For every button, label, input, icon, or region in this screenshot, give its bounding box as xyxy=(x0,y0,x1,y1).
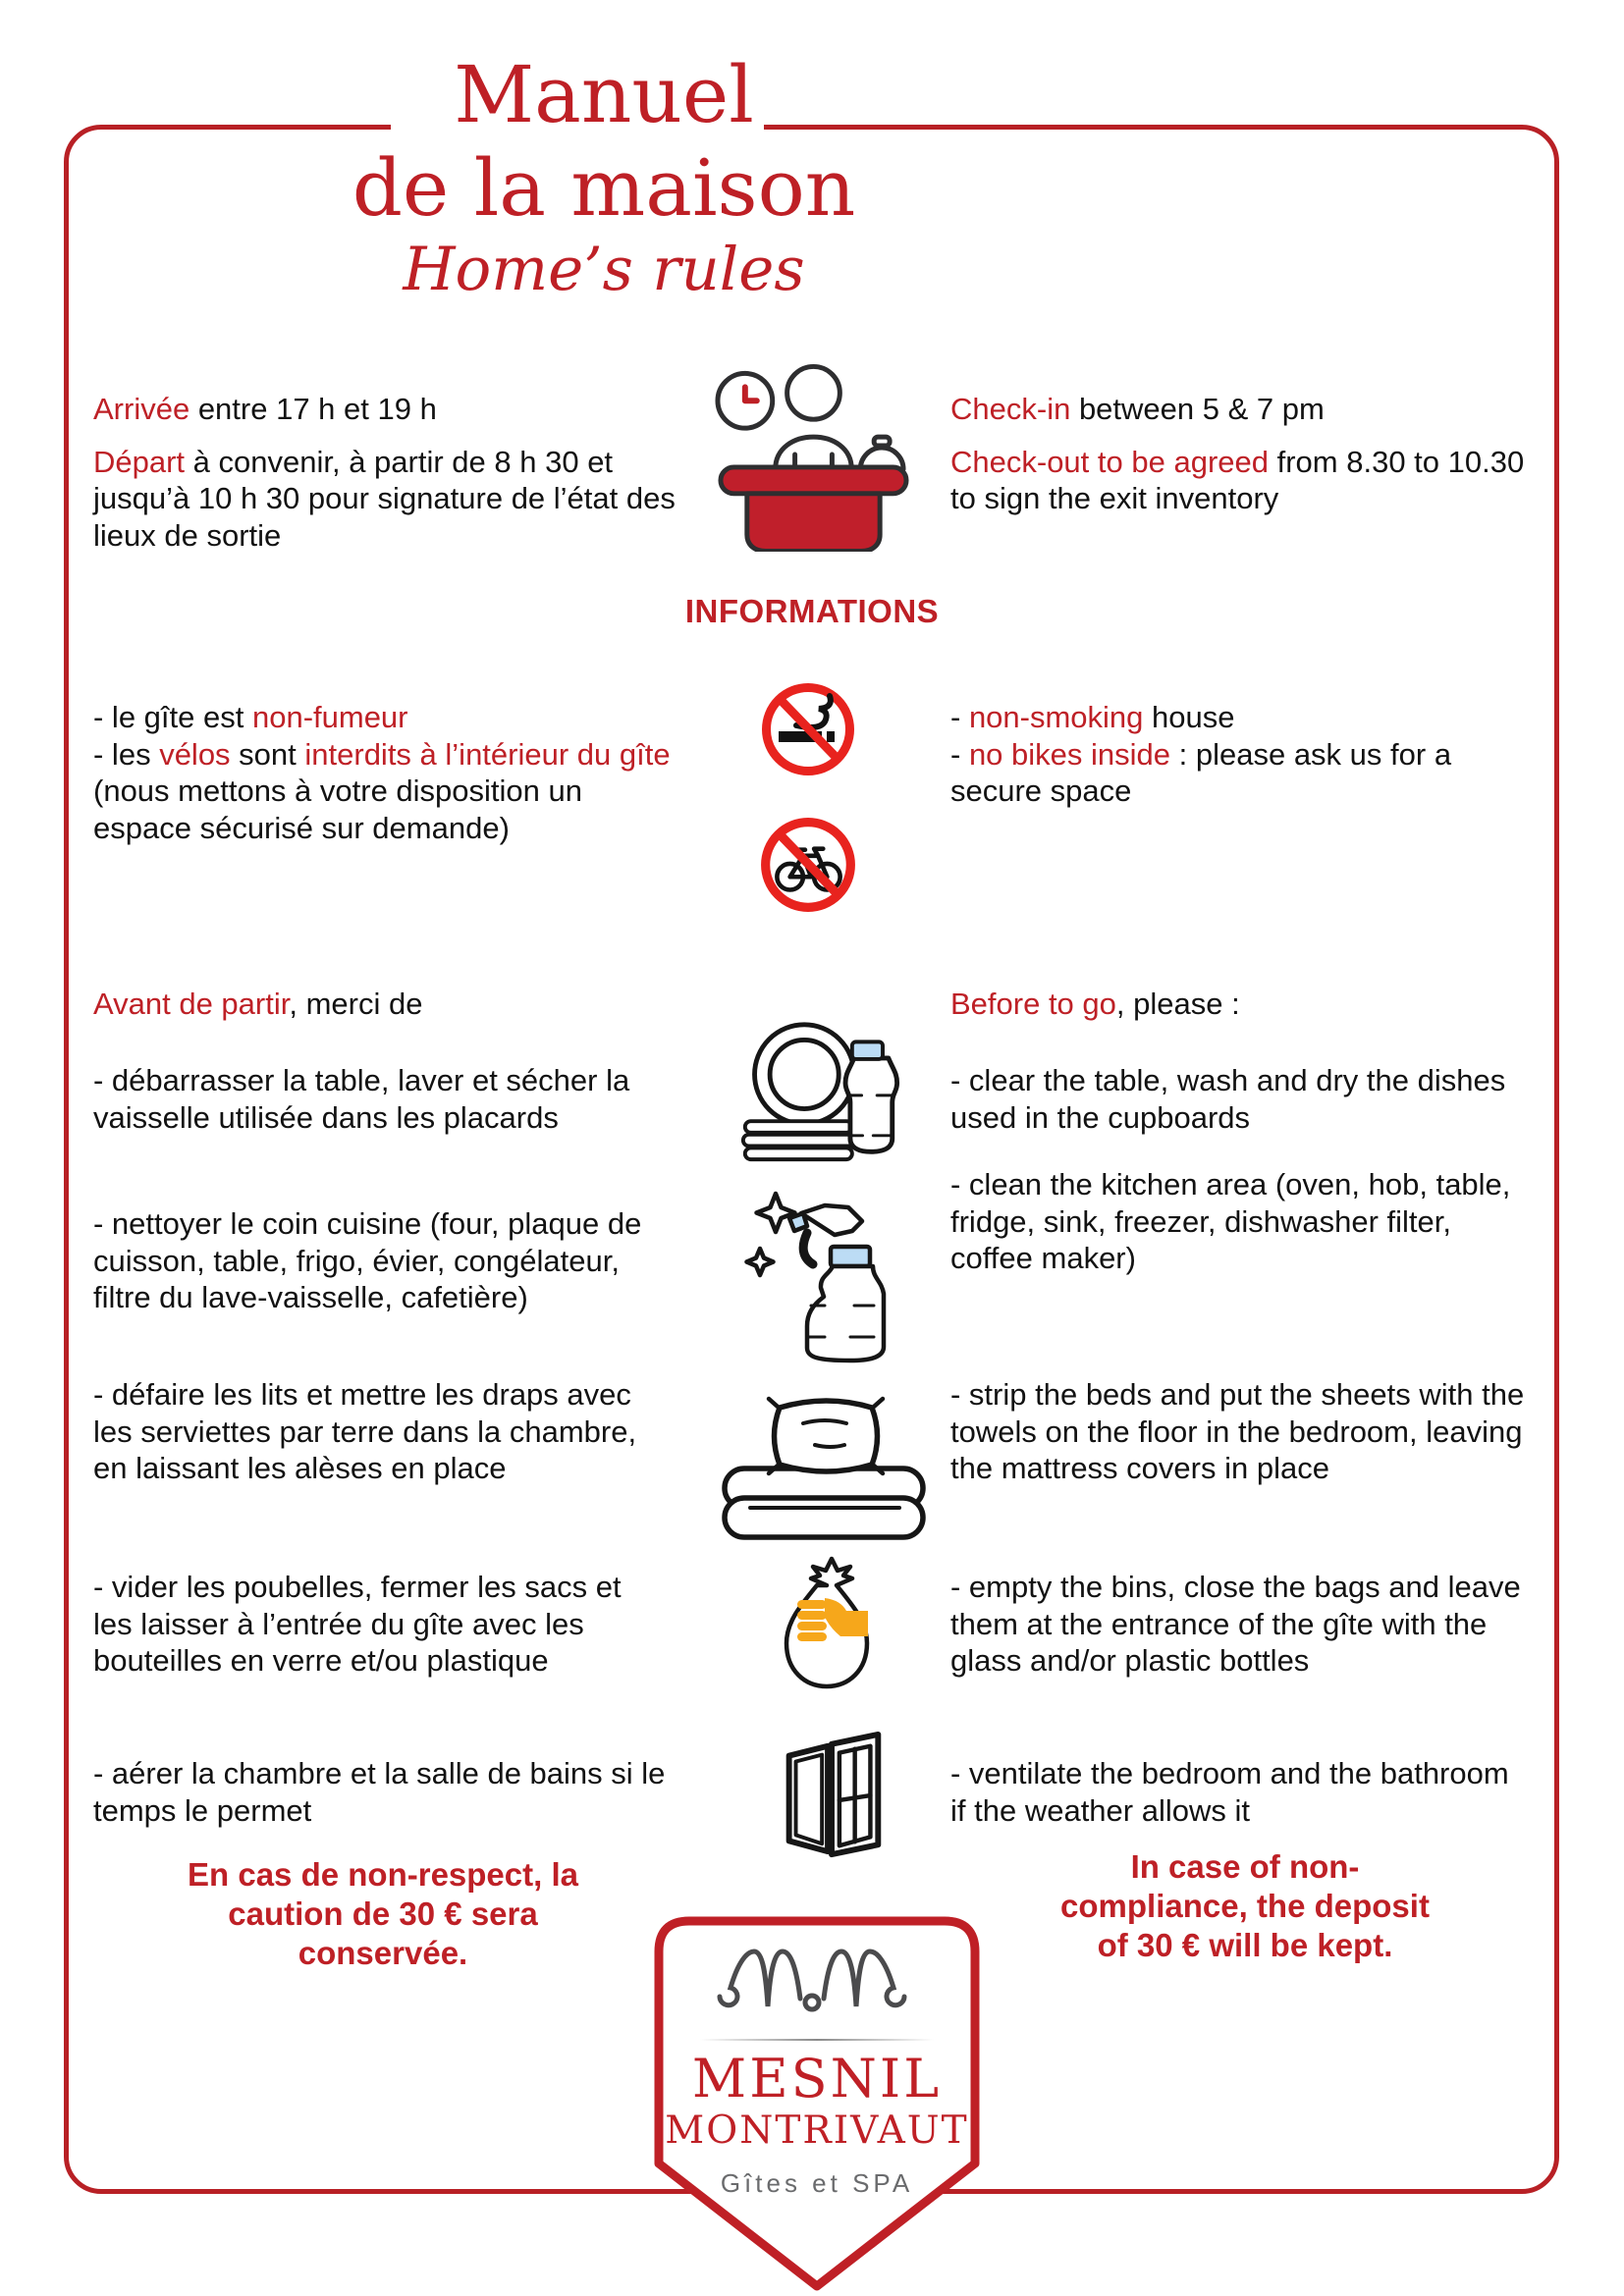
rule-text: : please ask us for a secure space xyxy=(950,736,1452,808)
rule-highlight: no bikes inside xyxy=(968,736,1171,772)
title-line-3-english: Home’s rules xyxy=(403,235,805,304)
checkin-label: Check-in xyxy=(950,392,1071,426)
before-text: , merci de xyxy=(289,987,423,1021)
task-text: - aérer la chambre et la salle de bains si le temps le permet xyxy=(93,1756,666,1828)
checkout-line xyxy=(950,444,1540,517)
task-text: - ventilate the bedroom and the bathroom if the weather allows it xyxy=(950,1756,1509,1828)
before-heading-french xyxy=(93,986,682,1023)
rule-highlight: interdits à l’intérieur du gîte xyxy=(304,736,671,772)
task-kitchen-french xyxy=(93,1205,668,1316)
task-dishes-french xyxy=(93,1062,668,1136)
task-text: - empty the bins, close the bags and leave them at the entrance of the gîte with the glass and/or plastic bottles xyxy=(950,1570,1521,1678)
title-line-1: Manuel xyxy=(454,49,754,140)
bedding-icon xyxy=(719,1392,930,1551)
logo-monogram-icon xyxy=(704,1938,930,2028)
spray-bottle-icon xyxy=(744,1186,892,1364)
rule-text: sont xyxy=(230,736,305,772)
rule-highlight: non-smoking xyxy=(968,700,1144,734)
task-text: - vider les poubelles, fermer les sacs et les laisser à l’entrée du gîte avec les bouteilles en verre et/ou plastique xyxy=(93,1570,622,1678)
rule-text: (nous mettons à votre disposition un espace sécurisé sur demande) xyxy=(93,774,582,845)
document-title xyxy=(309,47,898,306)
task-text: - strip the beds and put the sheets with the towels on the floor in the bedroom, leaving the mattress covers in place xyxy=(950,1377,1525,1485)
rule-no-smoking-fr xyxy=(93,699,682,736)
rule-text: house xyxy=(1143,700,1235,734)
task-beds-english xyxy=(950,1376,1525,1487)
title-line-2: de la maison xyxy=(352,142,856,234)
informations-heading: INFORMATIONS xyxy=(684,593,940,629)
arrival-text: entre 17 h et 19 h xyxy=(189,392,437,426)
rule-highlight: non-fumeur xyxy=(251,700,408,734)
task-text: - clear the table, wash and dry the dishes used in the cupboards xyxy=(950,1063,1506,1135)
task-dishes-english xyxy=(950,1062,1525,1136)
badge-content xyxy=(650,1912,984,2199)
dishes-icon xyxy=(734,1019,923,1164)
departure-text: à convenir, à partir de 8 h 30 et jusqu’à 10 h 30 pour signature de l’état des lieux de sortie xyxy=(93,444,676,553)
rule-no-bikes-en xyxy=(950,736,1540,810)
task-bins-english xyxy=(950,1569,1525,1680)
badge-divider xyxy=(700,2039,934,2041)
task-kitchen-english xyxy=(950,1166,1525,1277)
task-ventilate-french xyxy=(93,1755,668,1829)
schedule-english xyxy=(950,391,1540,517)
arrival-label: Arrivée xyxy=(93,392,190,426)
rule-text: - le gîte est xyxy=(93,700,252,734)
deposit-warning-english: In case of non-compliance, the deposit of 30 € will be kept. xyxy=(1060,1848,1430,1963)
no-smoking-icon xyxy=(759,680,857,778)
task-text: - nettoyer le coin cuisine (four, plaque de cuisson, table, frigo, évier, congélateur, filtre du lave-vaisselle, cafetière) xyxy=(93,1206,642,1314)
schedule-french xyxy=(93,391,682,554)
brand-name-line1: MESNIL xyxy=(691,2048,943,2109)
task-bins-french xyxy=(93,1569,653,1680)
task-beds-french xyxy=(93,1376,668,1487)
window-icon xyxy=(764,1728,899,1865)
no-bicycle-icon xyxy=(758,815,858,915)
task-text: - défaire les lits et mettre les draps avec les serviettes par terre dans la chambre, en laissant les alèses en place xyxy=(93,1377,637,1485)
trash-bag-icon xyxy=(772,1553,894,1715)
house-rules-english xyxy=(950,699,1540,810)
brand-name-line2: MONTRIVAUT xyxy=(665,2109,969,2153)
rule-no-bikes-fr xyxy=(93,736,682,847)
task-text: - débarrasser la table, laver et sécher la vaisselle utilisée dans les placards xyxy=(93,1063,630,1135)
rule-no-smoking-en xyxy=(950,699,1540,736)
house-rules-french xyxy=(93,699,682,846)
before-highlight: Before to go xyxy=(950,987,1116,1021)
departure-label: Départ xyxy=(93,444,186,479)
task-text: - clean the kitchen area (oven, hob, table, fridge, sink, freezer, dishwasher filter, coffee maker) xyxy=(950,1167,1511,1275)
deposit-warning-french: En cas de non-respect, la caution de 30 € sera conservée. xyxy=(188,1856,578,1971)
arrival-line xyxy=(93,391,682,428)
reception-desk-icon xyxy=(713,359,913,552)
checkout-label: Check-out to be agreed xyxy=(950,444,1269,479)
before-heading-english xyxy=(950,986,1540,1023)
departure-line xyxy=(93,444,682,555)
logo-badge xyxy=(650,1912,984,2295)
task-ventilate-english xyxy=(950,1755,1525,1829)
rule-text: - xyxy=(950,700,969,734)
before-text: , please : xyxy=(1115,987,1240,1021)
checkin-text: between 5 & 7 pm xyxy=(1070,392,1325,426)
rule-text: - xyxy=(950,736,969,772)
checkin-line xyxy=(950,391,1540,428)
rule-highlight: vélos xyxy=(159,736,231,772)
rule-text: - les xyxy=(93,736,160,772)
brand-tagline: Gîtes et SPA xyxy=(720,2168,914,2198)
before-highlight: Avant de partir xyxy=(93,987,290,1021)
checkout-text: from 8.30 to 10.30 to sign the exit inventory xyxy=(950,444,1525,515)
